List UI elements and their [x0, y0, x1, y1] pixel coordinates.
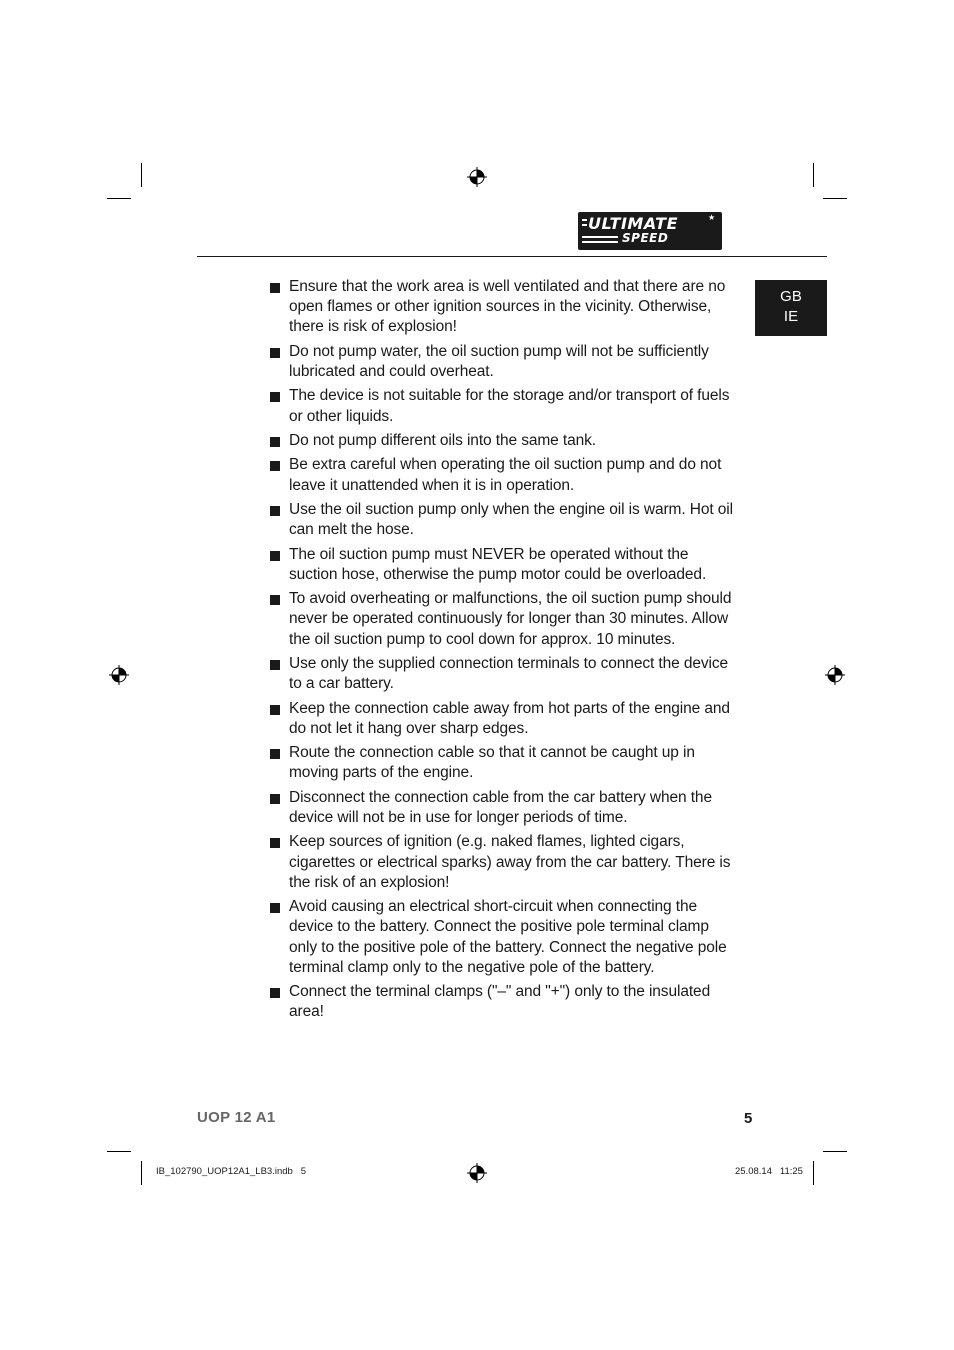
- crop-mark: [141, 163, 142, 187]
- bullet-square-icon: [270, 506, 280, 516]
- list-item-text: Disconnect the connection cable from the car battery when the device will not be in use for longer periods of time.: [289, 788, 712, 826]
- slug-filename: IB_102790_UOP12A1_LB3.indb 5: [156, 1166, 307, 1177]
- crop-mark: [823, 1151, 847, 1152]
- list-item: [269, 982, 739, 1022]
- list-item: [269, 654, 739, 694]
- list-item: [269, 788, 739, 828]
- list-item-text: Be extra careful when operating the oil suction pump and do not leave it unattended when it is in operation.: [289, 456, 722, 494]
- bullet-square-icon: [270, 551, 280, 561]
- bullet-square-icon: [270, 838, 280, 848]
- list-item: [269, 386, 739, 426]
- list-item-text: Do not pump different oils into the same tank.: [289, 431, 597, 449]
- logo-text-ultimate: ULTIMATE: [588, 214, 679, 233]
- list-item-text: Keep sources of ignition (e.g. naked flames, lighted cigars, cigarettes or electrical sparks) away from the car battery. There is the risk of an explosion!: [289, 833, 731, 891]
- bullet-square-icon: [270, 461, 280, 471]
- bullet-square-icon: [270, 437, 280, 447]
- list-item: [269, 897, 739, 978]
- list-item-text: Use the oil suction pump only when the engine oil is warm. Hot oil can melt the hose.: [289, 500, 733, 539]
- list-item: [269, 431, 739, 451]
- bullet-square-icon: [270, 283, 280, 293]
- logo-text-speed: SPEED: [622, 231, 669, 245]
- list-item: [269, 277, 739, 338]
- language-tab: [755, 280, 827, 336]
- safety-instructions: [269, 277, 739, 1027]
- list-item-text: Keep the connection cable away from hot parts of the engine and do not let it hang over sharp edges.: [289, 699, 730, 737]
- bullet-square-icon: [270, 348, 280, 358]
- list-item: [269, 832, 739, 893]
- crop-mark: [141, 1161, 142, 1185]
- safety-list: [269, 277, 739, 1023]
- crop-mark: [107, 198, 131, 199]
- language-code-ie: IE: [783, 308, 799, 325]
- registration-mark-icon: [109, 665, 129, 685]
- page-number: 5: [744, 1110, 753, 1127]
- list-item-text: The device is not suitable for the storage and/or transport of fuels or other liquids.: [289, 387, 730, 425]
- list-item: [269, 342, 739, 382]
- list-item: [269, 545, 739, 585]
- registration-mark-icon: [467, 1163, 487, 1183]
- bullet-square-icon: [270, 705, 280, 715]
- list-item-text: Use only the supplied connection terminals to connect the device to a car battery.: [289, 654, 729, 693]
- crop-mark: [823, 198, 847, 199]
- bullet-square-icon: [270, 749, 280, 759]
- registration-mark-icon: [467, 167, 487, 187]
- crop-mark: [813, 163, 814, 187]
- ultimate-speed-logo: [578, 212, 722, 250]
- model-number: UOP 12 A1: [197, 1109, 276, 1126]
- list-item-text: Ensure that the work area is well ventilated and that there are no open flames or other ignition sources in the vicinity. Otherwise, there is risk of explosion!: [289, 278, 726, 336]
- list-item-text: Do not pump water, the oil suction pump will not be sufficiently lubricated and could overheat.: [289, 342, 709, 380]
- bullet-square-icon: [270, 903, 280, 913]
- list-item: [269, 743, 739, 783]
- list-item-text: Avoid causing an electrical short-circuit when connecting the device to the battery. Connect the positive pole terminal clamp only to the positive pole of the battery. Connect the negative pole terminal clamp only to the negative pole of the battery.: [289, 898, 727, 976]
- bullet-square-icon: [270, 392, 280, 402]
- list-item-text: Connect the terminal clamps ("–" and "+") only to the insulated area!: [289, 983, 711, 1021]
- registration-mark-icon: [825, 665, 845, 685]
- language-code-gb: GB: [780, 288, 802, 305]
- bullet-square-icon: [270, 595, 280, 605]
- list-item: [269, 500, 739, 540]
- list-item: [269, 699, 739, 739]
- list-item-text: The oil suction pump must NEVER be operated without the suction hose, otherwise the pump motor could be overloaded.: [289, 545, 707, 583]
- list-item: [269, 589, 739, 650]
- bullet-square-icon: [270, 660, 280, 670]
- crop-mark: [813, 1161, 814, 1185]
- bullet-square-icon: [270, 794, 280, 804]
- logo-star-icon: ★: [708, 213, 716, 222]
- header-rule: [197, 256, 827, 257]
- list-item: [269, 455, 739, 495]
- slug-timestamp: 25.08.14 11:25: [735, 1166, 803, 1177]
- bullet-square-icon: [270, 988, 280, 998]
- list-item-text: Route the connection cable so that it cannot be caught up in moving parts of the engine.: [289, 744, 695, 782]
- crop-mark: [107, 1151, 131, 1152]
- list-item-text: To avoid overheating or malfunctions, the oil suction pump should never be operated continuously for longer than 30 minutes. Allow the oil suction pump to cool down for approx. 10 minutes.: [289, 590, 732, 648]
